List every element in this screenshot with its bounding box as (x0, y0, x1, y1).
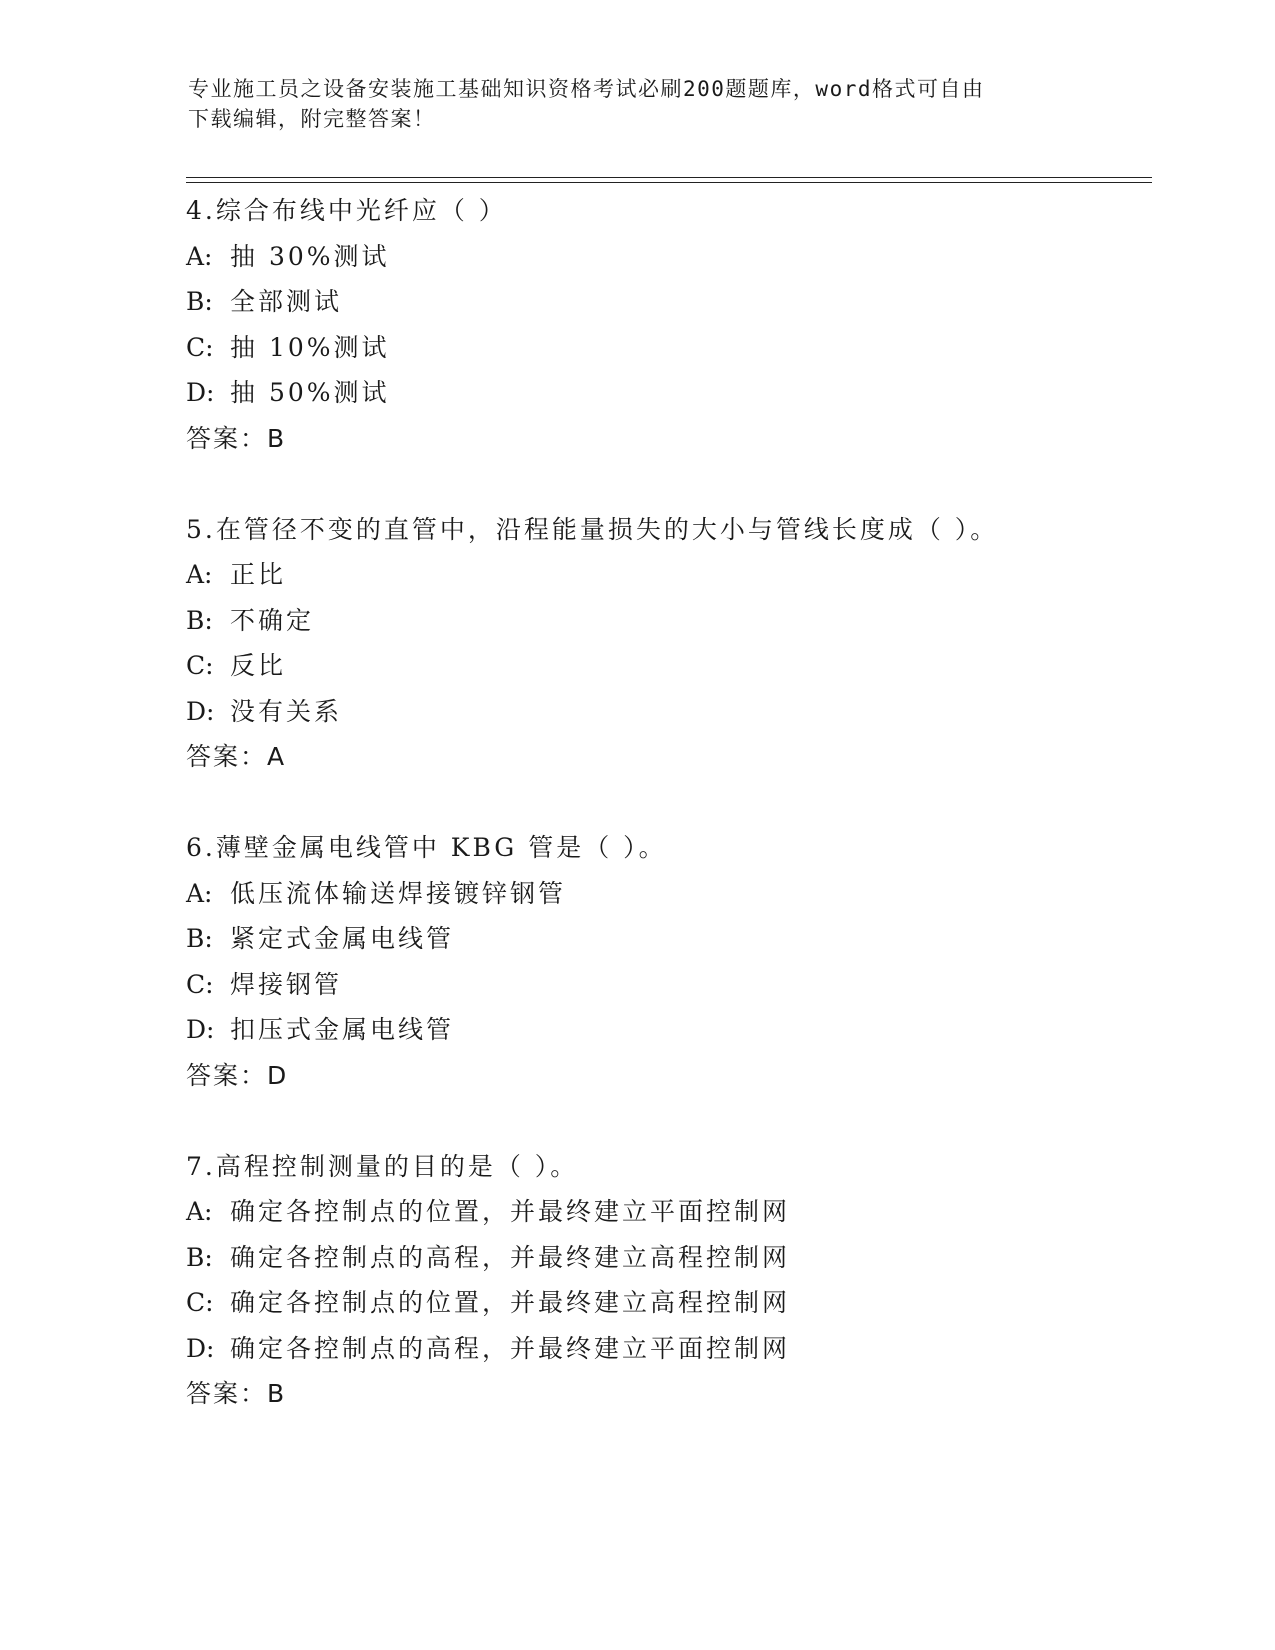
option-b (186, 279, 1146, 325)
question-stem: 6.薄壁金属电线管中 KBG 管是（ ）。 (186, 833, 667, 862)
option-c (186, 962, 1146, 1008)
option-letter: C: (186, 1288, 214, 1317)
answer-label: 答案：D (186, 1060, 289, 1090)
option-letter: A: (186, 241, 213, 271)
option-letter: B: (186, 924, 213, 953)
option-letter: B: (186, 1242, 213, 1272)
option-c (186, 643, 1146, 689)
question-stem: 7.高程控制测量的目的是（ ）。 (186, 1151, 579, 1181)
option-letter: C: (186, 332, 214, 362)
question-stem: 4.综合布线中光纤应（ ） (186, 196, 507, 225)
option-text: 确定各控制点的位置，并最终建立平面控制网 (230, 1197, 791, 1226)
header-line-2: 下载编辑，附完整答案！ (188, 107, 436, 131)
option-a (186, 234, 1146, 280)
option-letter: C: (186, 651, 214, 680)
option-d (186, 1326, 1146, 1372)
option-text: 全部测试 (230, 287, 343, 316)
option-b (186, 916, 1146, 962)
option-a (186, 552, 1146, 598)
option-text: 抽 30%测试 (230, 241, 390, 271)
option-text: 扣压式金属电线管 (230, 1015, 455, 1044)
option-b (186, 1235, 1146, 1281)
question-4 (186, 188, 1146, 461)
question-7 (186, 1144, 1146, 1417)
option-text: 焊接钢管 (230, 969, 343, 999)
header-divider-top (186, 177, 1152, 178)
option-b (186, 598, 1146, 644)
question-6 (186, 825, 1146, 1098)
option-text: 确定各控制点的高程，并最终建立高程控制网 (230, 1242, 791, 1272)
header-divider-bottom (186, 182, 1152, 183)
option-text: 确定各控制点的高程，并最终建立平面控制网 (230, 1333, 791, 1363)
option-text: 紧定式金属电线管 (230, 924, 455, 953)
option-letter: D: (186, 378, 215, 407)
option-d (186, 689, 1146, 735)
option-letter: A: (186, 1197, 213, 1226)
header-line-1: 专业施工员之设备安装施工基础知识资格考试必刷200题题库，word格式可自由 (188, 77, 985, 101)
question-5 (186, 507, 1146, 780)
option-text: 确定各控制点的位置，并最终建立高程控制网 (230, 1288, 791, 1317)
option-text: 不确定 (230, 605, 315, 635)
option-letter: B: (186, 605, 213, 635)
document-header (188, 74, 1068, 134)
option-text: 抽 50%测试 (230, 378, 390, 407)
question-list (186, 188, 1146, 1462)
option-letter: B: (186, 287, 213, 316)
option-letter: C: (186, 969, 214, 999)
option-text: 低压流体输送焊接镀锌钢管 (230, 878, 567, 908)
option-text: 抽 10%测试 (230, 332, 390, 362)
option-letter: D: (186, 1015, 215, 1044)
answer-label: 答案：B (186, 1379, 287, 1408)
option-text: 反比 (230, 651, 287, 680)
option-text: 没有关系 (230, 696, 343, 726)
option-a (186, 871, 1146, 917)
option-letter: D: (186, 696, 215, 726)
option-text: 正比 (230, 560, 287, 589)
answer-label: 答案：A (186, 742, 287, 771)
option-d (186, 370, 1146, 416)
option-letter: A: (186, 878, 213, 908)
answer-label: 答案：B (186, 423, 287, 453)
option-letter: D: (186, 1333, 215, 1363)
option-letter: A: (186, 560, 213, 589)
option-a (186, 1189, 1146, 1235)
option-c (186, 325, 1146, 371)
option-c (186, 1280, 1146, 1326)
question-stem: 5.在管径不变的直管中，沿程能量损失的大小与管线长度成（ ）。 (186, 514, 999, 544)
option-d (186, 1007, 1146, 1053)
